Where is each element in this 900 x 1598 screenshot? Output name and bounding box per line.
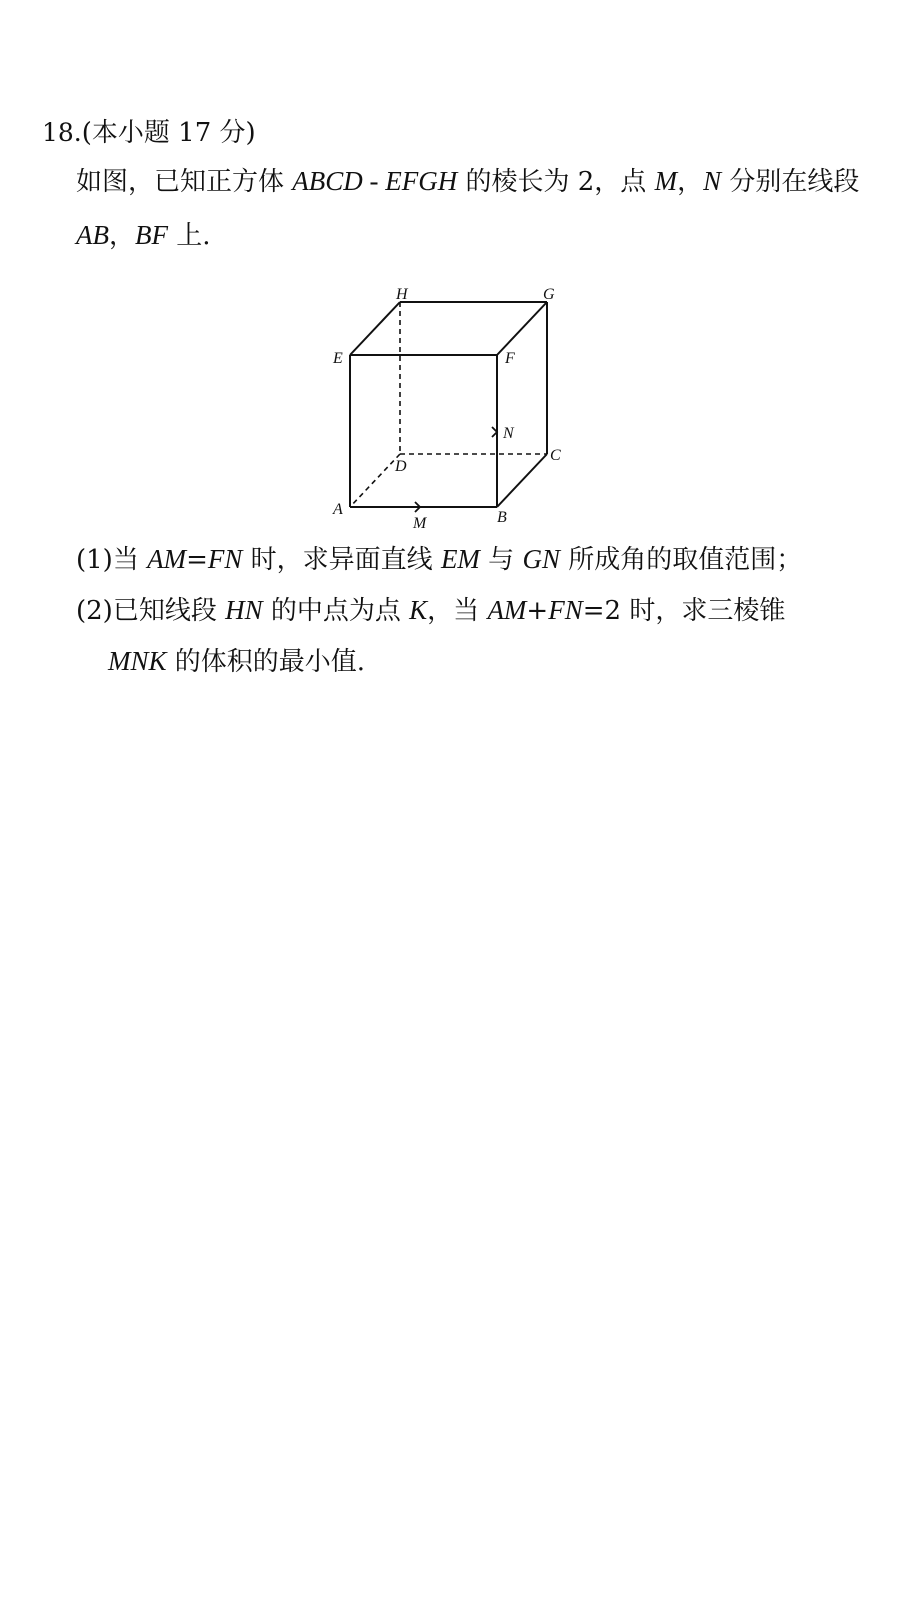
- q1-text: 与: [479, 545, 523, 575]
- q1-em: EM: [440, 544, 480, 574]
- stem-text: 如图，已知正方体: [76, 167, 293, 197]
- label-g: G: [543, 286, 555, 303]
- stem-text: ，: [677, 167, 704, 197]
- solid-name: ABCD - EFGH: [292, 166, 458, 196]
- label-m: M: [413, 515, 427, 532]
- label-e: E: [333, 350, 343, 367]
- label-a: A: [333, 501, 343, 518]
- q2-hn: HN: [225, 595, 263, 625]
- point-m: M: [654, 166, 678, 196]
- segment-ab: AB: [76, 220, 109, 250]
- q1-text: 所成角的取值范围；: [559, 545, 803, 575]
- q2-plus: +: [526, 596, 549, 626]
- q1-eq: =: [186, 545, 208, 575]
- label-d: D: [395, 458, 407, 475]
- problem-stem-line-2: [76, 222, 211, 249]
- edge-eh: [350, 302, 400, 355]
- label-n: N: [503, 425, 514, 442]
- q2-text: (2)已知线段: [76, 596, 226, 626]
- problem-number: 18.: [42, 118, 82, 147]
- question-2-line-2: [108, 648, 365, 675]
- point-n: N: [703, 166, 722, 196]
- q2-text: 的体积的最小值.: [166, 647, 366, 677]
- q2-text: ，当: [427, 596, 488, 626]
- edge-gf: [497, 302, 547, 355]
- q1-text: 时，求异面直线: [242, 545, 441, 575]
- cube-figure: [325, 280, 575, 535]
- edge-da-hidden: [350, 454, 400, 507]
- points-note: (本小题 17 分): [81, 118, 256, 148]
- label-c: C: [550, 447, 561, 464]
- q1-text: (1)当: [76, 545, 148, 575]
- q2-text: 的中点为点: [262, 596, 410, 626]
- q2-fn: FN: [548, 595, 583, 625]
- stem-text: 的棱长为 2，点: [457, 167, 655, 197]
- label-h: H: [396, 286, 408, 303]
- q2-k: K: [409, 595, 428, 625]
- q1-fn: FN: [207, 544, 243, 574]
- label-f: F: [505, 350, 515, 367]
- label-b: B: [497, 509, 507, 526]
- q1-gn: GN: [522, 544, 560, 574]
- problem-stem-line-1: [76, 168, 859, 195]
- stem-text: ，: [109, 221, 136, 251]
- q1-am: AM: [147, 544, 187, 574]
- question-1: [76, 546, 802, 573]
- edge-cb: [497, 454, 547, 507]
- segment-bf: BF: [135, 220, 169, 250]
- question-2-line-1: [76, 597, 785, 624]
- q2-text: =2 时，求三棱锥: [582, 596, 786, 626]
- q2-am: AM: [487, 595, 527, 625]
- q2-mnk: MNK: [108, 646, 167, 676]
- problem-header: [42, 120, 256, 146]
- stem-text: 上.: [168, 221, 211, 251]
- stem-text: 分别在线段: [721, 167, 860, 197]
